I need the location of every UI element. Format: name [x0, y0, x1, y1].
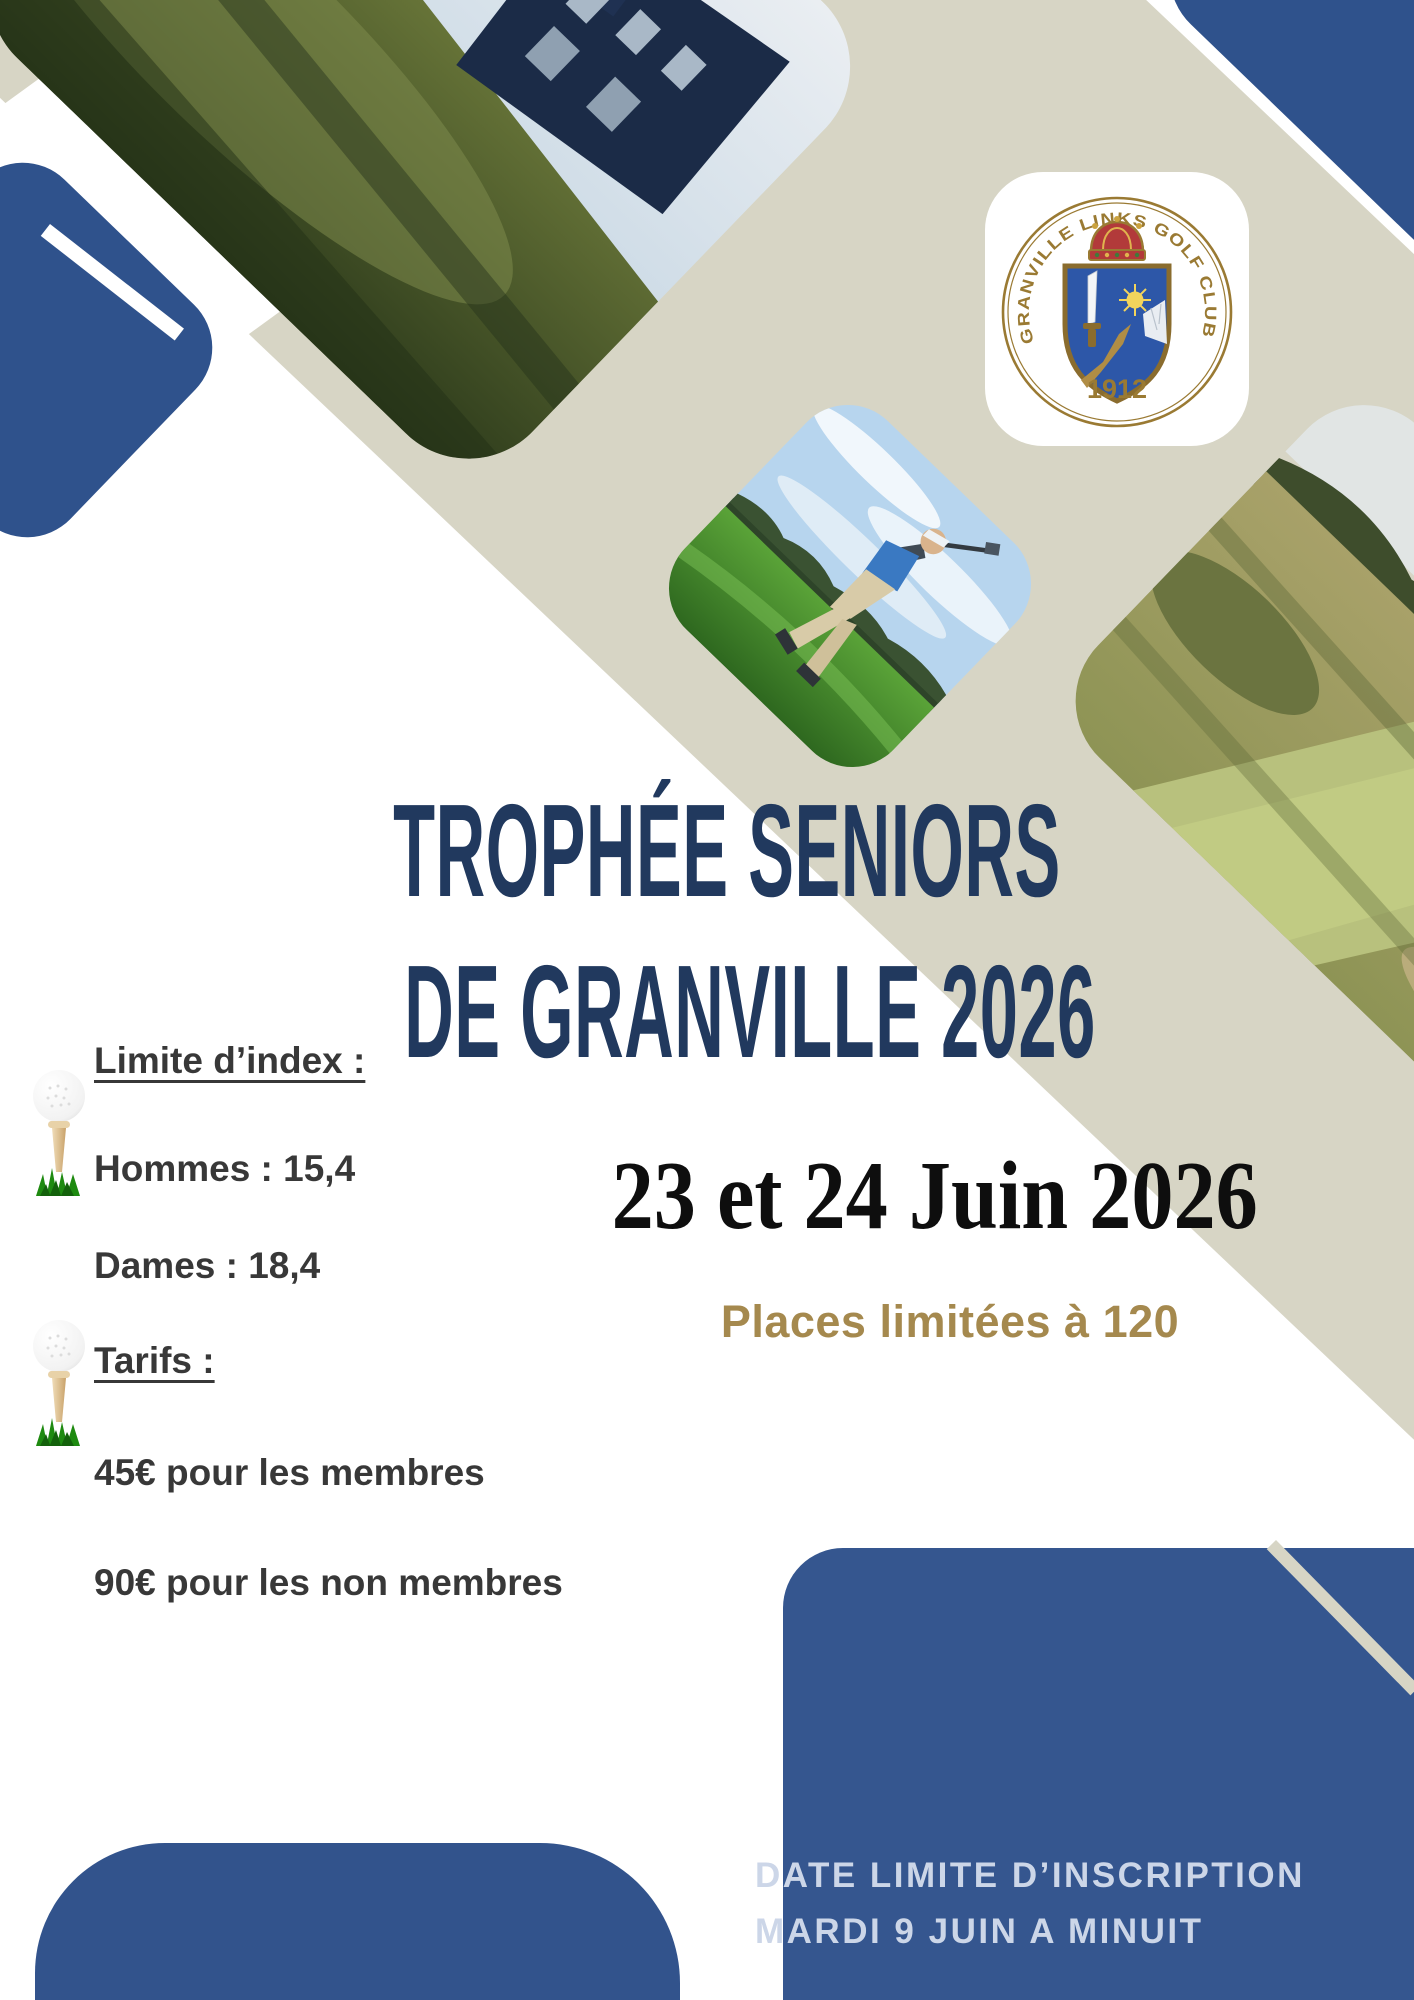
- event-date: 23 et 24 Juin 2026: [611, 1142, 1259, 1250]
- tarifs-heading: Tarifs :: [94, 1340, 215, 1381]
- index-hommes: Hommes : 15,4: [94, 1148, 356, 1189]
- title-line-1: TROPHÉE SENIORS: [393, 777, 1061, 924]
- golf-ball-tee-icon: [28, 1318, 90, 1448]
- club-crest-logo: [985, 172, 1249, 446]
- club-crest-icon: [985, 172, 1249, 446]
- logo-year: 1912: [1086, 374, 1148, 404]
- footer-strip-left: [35, 1843, 680, 2000]
- tarif-non-membres: 90€ pour les non membres: [94, 1562, 563, 1603]
- deadline-text: [755, 1848, 1305, 1960]
- logo-ring-text: GRANVILLE LINKS GOLF CLUB: [1014, 209, 1220, 346]
- limit-index-heading: Limite d’index :: [94, 1040, 366, 1081]
- index-dames: Dames : 18,4: [94, 1245, 321, 1286]
- tarif-membres: 45€ pour les membres: [94, 1452, 485, 1493]
- deadline-line-2: MARDI 9 JUIN A MINUIT: [755, 1912, 1204, 1951]
- golf-ball-tee-icon: [28, 1068, 90, 1198]
- event-places: Places limitées à 120: [720, 1296, 1180, 1347]
- deadline-line-1: DATE LIMITE D’INSCRIPTION: [755, 1856, 1305, 1895]
- title-line-2: DE GRANVILLE 2026: [404, 938, 1096, 1085]
